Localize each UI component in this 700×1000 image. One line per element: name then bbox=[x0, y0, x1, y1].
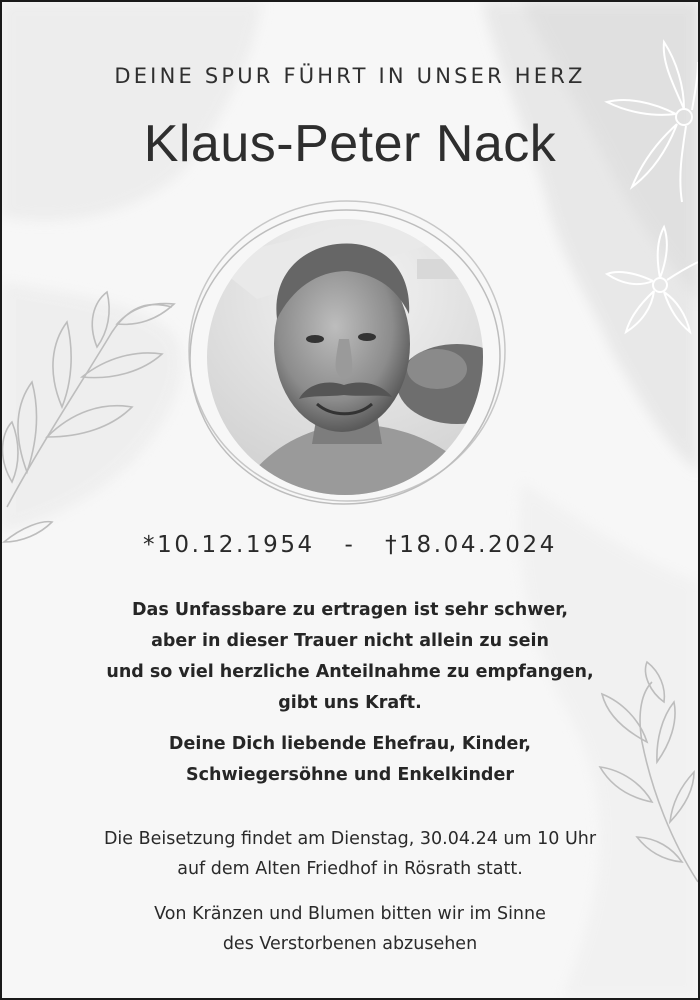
funeral-line: auf dem Alten Friedhof in Rösrath statt. bbox=[177, 859, 523, 879]
cross-icon: † bbox=[385, 532, 400, 558]
date-separator: - bbox=[344, 532, 356, 558]
wish-line: des Verstorbenen abzusehen bbox=[222, 934, 478, 954]
family-line: Deine Dich liebende Ehefrau, Kinder, bbox=[168, 734, 532, 754]
family-line: Schwiegersöhne und Enkelkinder bbox=[186, 765, 514, 785]
verse-line: gibt uns Kraft. bbox=[278, 693, 422, 713]
life-dates bbox=[2, 532, 698, 558]
verse-line: Das Unfassbare zu ertragen ist sehr schwer, bbox=[131, 600, 568, 620]
verse-line: aber in dieser Trauer nicht allein zu sein bbox=[151, 631, 549, 651]
verse-text bbox=[2, 595, 698, 719]
funeral-line: Die Beisetzung findet am Dienstag, 30.04.24 um 10 Uhr bbox=[103, 829, 597, 849]
deceased-name: Klaus-Peter Nack bbox=[143, 115, 557, 173]
family-signature bbox=[2, 729, 698, 791]
death-date: 18.04.2024 bbox=[399, 532, 557, 558]
wish-line: Von Kränzen und Blumen bitten wir im Sinne bbox=[154, 904, 546, 924]
birth-date: *10.12.1954 bbox=[143, 532, 315, 558]
verse-line: und so viel herzliche Anteilnahme zu empfangen, bbox=[106, 662, 594, 682]
flower-wish bbox=[2, 899, 698, 959]
funeral-info bbox=[2, 824, 698, 884]
portrait-frame bbox=[187, 199, 517, 509]
motto-heading: DEINE SPUR FÜHRT IN UNSER HERZ bbox=[114, 64, 586, 88]
